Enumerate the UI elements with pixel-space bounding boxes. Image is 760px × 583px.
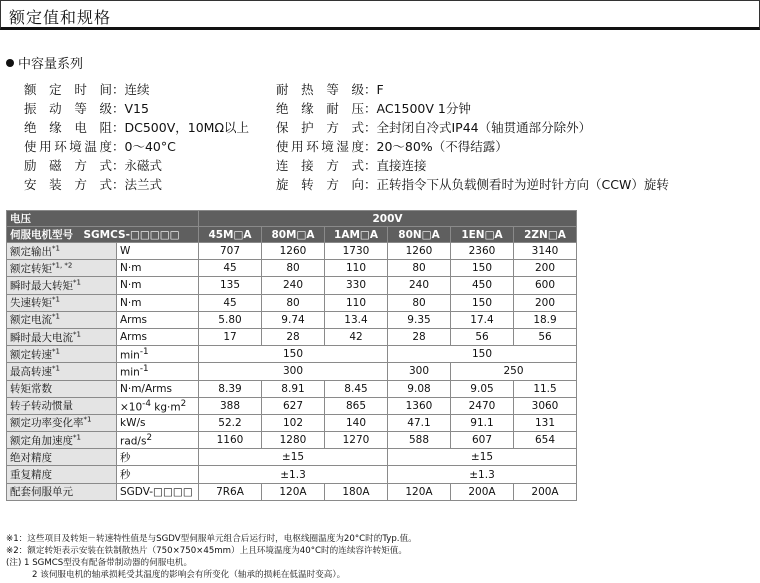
param-name: 额定功率变化率$^{*1}$ <box>7 414 117 431</box>
section-title: 中容量系列 <box>18 57 84 72</box>
ratings-table <box>6 210 577 501</box>
value-cell: 80 <box>262 260 325 277</box>
spec-key: 旋转方向 <box>276 177 364 192</box>
param-name: 额定输出$^{*1}$ <box>7 243 117 260</box>
value-cell: 9.35 <box>388 311 451 328</box>
spec-value: ：连续 <box>112 82 150 97</box>
voltage-value: 200V <box>199 211 577 227</box>
footnote: ※2：额定转矩表示安装在铁制散热片（750×750×45mm）上且环境温度为40°C时的连续容许转矩值。 <box>6 546 407 556</box>
spec-value: ：DC500V，10MΩ以上 <box>112 120 250 135</box>
value-cell: 8.91 <box>262 380 325 397</box>
value-cell: 120A <box>262 483 325 500</box>
footnotes <box>6 533 417 581</box>
param-name: 最高转速$^{*1}$ <box>7 363 117 380</box>
param-name: 配套伺服单元 <box>7 483 117 500</box>
value-cell: 42 <box>325 328 388 345</box>
spec-value: ：永磁式 <box>112 158 163 173</box>
spec-key: 连接方式 <box>276 158 364 173</box>
value-cell: 91.1 <box>451 414 514 431</box>
value-cell: 56 <box>514 328 577 345</box>
table-row <box>7 432 577 449</box>
value-cell: 28 <box>388 328 451 345</box>
model-header: 2ZN□A <box>514 227 577 243</box>
spec-key: 耐热等级 <box>276 82 364 97</box>
model-header: 80N□A <box>388 227 451 243</box>
value-cell: 300 <box>388 363 451 380</box>
table-row <box>7 346 577 363</box>
page-title: 额定值和规格 <box>9 8 112 27</box>
param-name: 额定转矩$^{*1, *2}$ <box>7 260 117 277</box>
value-cell: ±15 <box>199 449 388 466</box>
value-cell: 1730 <box>325 243 388 260</box>
value-cell: 600 <box>514 277 577 294</box>
param-name: 转子转动惯量 <box>7 397 117 414</box>
spec-value: ：V15 <box>112 101 149 116</box>
value-cell: 607 <box>451 432 514 449</box>
value-cell: 150 <box>388 346 577 363</box>
unit-cell: N·m <box>117 294 199 311</box>
value-cell: 17 <box>199 328 262 345</box>
param-name: 重复精度 <box>7 466 117 483</box>
unit-sup: -4 <box>142 398 151 409</box>
unit-cell: N·m <box>117 260 199 277</box>
spec-row <box>276 118 669 137</box>
footnote-mark: *1 <box>52 312 60 321</box>
param-name: 失速转矩$^{*1}$ <box>7 294 117 311</box>
unit-cell: W <box>117 243 199 260</box>
value-cell: 47.1 <box>388 414 451 431</box>
unit-cell: $\times 10^{-4}$ $kg\cdot m^2$ <box>117 397 199 414</box>
section-heading <box>6 53 83 72</box>
value-cell: 3060 <box>514 397 577 414</box>
spec-row <box>24 99 249 118</box>
table-row <box>7 277 577 294</box>
value-cell: 80 <box>388 260 451 277</box>
footnote-mark: *1 <box>52 295 60 304</box>
table-row <box>7 328 577 345</box>
footnote-mark: *1 <box>52 347 60 356</box>
value-cell: 1280 <box>262 432 325 449</box>
value-cell: 2360 <box>451 243 514 260</box>
value-cell: 150 <box>451 260 514 277</box>
spec-key: 保护方式 <box>276 120 364 135</box>
footnote: (注) 1 SGMCS型没有配备带制动器的伺服电机。 <box>6 558 193 568</box>
spec-key: 振动等级 <box>24 101 112 116</box>
value-cell: 150 <box>451 294 514 311</box>
spec-row <box>276 99 669 118</box>
spec-row <box>276 175 669 194</box>
footnote-mark: *1, *2 <box>52 261 73 270</box>
value-cell: 9.74 <box>262 311 325 328</box>
spec-key: 励磁方式 <box>24 158 112 173</box>
table-row <box>7 483 577 500</box>
value-cell: 707 <box>199 243 262 260</box>
unit-sup: 2 <box>146 432 153 443</box>
value-cell: 654 <box>514 432 577 449</box>
unit-cell: $\min^{-1}$ <box>117 363 199 380</box>
value-cell: 45 <box>199 260 262 277</box>
unit-cell: $\min^{-1}$ <box>117 346 199 363</box>
spec-key: 使用环境湿度 <box>276 139 364 154</box>
param-name: 绝对精度 <box>7 449 117 466</box>
table-row <box>7 449 577 466</box>
value-cell: 865 <box>325 397 388 414</box>
table-row <box>7 466 577 483</box>
param-name: 转矩常数 <box>7 380 117 397</box>
value-cell: 18.9 <box>514 311 577 328</box>
unit-sup: 2 <box>180 398 187 409</box>
spec-value: ：正转指令下从负载侧看时为逆时针方向（CCW）旋转 <box>364 177 669 192</box>
value-cell: 250 <box>451 363 577 380</box>
spec-value: ：全封闭自冷式IP44（轴贯通部分除外） <box>364 120 592 135</box>
value-cell: 110 <box>325 294 388 311</box>
value-cell: 200A <box>514 483 577 500</box>
value-cell: 1260 <box>388 243 451 260</box>
spec-row <box>24 118 249 137</box>
value-cell: 2470 <box>451 397 514 414</box>
unit-cell: N·m <box>117 277 199 294</box>
voltage-row <box>7 211 577 227</box>
model-header: 80M□A <box>262 227 325 243</box>
value-cell: 1260 <box>262 243 325 260</box>
spec-row <box>276 80 669 99</box>
spec-key: 使用环境温度 <box>24 139 112 154</box>
specs-left <box>24 80 249 194</box>
unit-cell: SGDV-□□□□ <box>117 483 199 500</box>
value-cell: 200 <box>514 294 577 311</box>
spec-key: 绝缘电阻 <box>24 120 112 135</box>
param-name: 额定转速$^{*1}$ <box>7 346 117 363</box>
footnote: ※1：这些项目及转矩－转速特性值是与SGDV型伺服单元组合后运行时，电枢线圈温度为20°C时的Typ.值。 <box>6 534 417 544</box>
value-cell: 8.45 <box>325 380 388 397</box>
value-cell: 1270 <box>325 432 388 449</box>
value-cell: 135 <box>199 277 262 294</box>
model-row <box>7 227 577 243</box>
value-cell: 28 <box>262 328 325 345</box>
unit-cell: Arms <box>117 328 199 345</box>
value-cell: 330 <box>325 277 388 294</box>
spec-value: ：法兰式 <box>112 177 163 192</box>
value-cell: 9.05 <box>451 380 514 397</box>
spec-value: ：直接连接 <box>364 158 427 173</box>
model-header: 45M□A <box>199 227 262 243</box>
value-cell: ±1.3 <box>199 466 388 483</box>
unit-sup: -1 <box>139 364 149 375</box>
table-row <box>7 311 577 328</box>
unit-cell: N·m/Arms <box>117 380 199 397</box>
value-cell: 80 <box>262 294 325 311</box>
value-cell: 200 <box>514 260 577 277</box>
value-cell: 110 <box>325 260 388 277</box>
spec-key: 额定时间 <box>24 82 112 97</box>
param-name: 瞬时最大转矩$^{*1}$ <box>7 277 117 294</box>
param-name: 额定电流$^{*1}$ <box>7 311 117 328</box>
page-header <box>0 0 760 30</box>
value-cell: 13.4 <box>325 311 388 328</box>
value-cell: 17.4 <box>451 311 514 328</box>
footnote-mark: *1 <box>83 415 92 424</box>
spec-row <box>24 156 249 175</box>
value-cell: 52.2 <box>199 414 262 431</box>
spec-value: ：0～40°C <box>112 139 176 154</box>
value-cell: 56 <box>451 328 514 345</box>
value-cell: 450 <box>451 277 514 294</box>
spec-value: ：F <box>364 82 384 97</box>
unit-cell: rad/$s^2$ <box>117 432 199 449</box>
unit-cell: 秒 <box>117 466 199 483</box>
value-cell: 300 <box>199 363 388 380</box>
table-row <box>7 397 577 414</box>
value-cell: 240 <box>262 277 325 294</box>
value-cell: 1360 <box>388 397 451 414</box>
value-cell: 7R6A <box>199 483 262 500</box>
spec-key: 绝缘耐压 <box>276 101 364 116</box>
value-cell: 388 <box>199 397 262 414</box>
value-cell: 240 <box>388 277 451 294</box>
value-cell: 120A <box>388 483 451 500</box>
model-label: 伺服电机型号 SGMCS-□□□□□ <box>7 227 199 243</box>
value-cell: 200A <box>451 483 514 500</box>
spec-value: ：20～80%（不得结露） <box>364 139 508 154</box>
param-name: 瞬时最大电流$^{*1}$ <box>7 328 117 345</box>
value-cell: 102 <box>262 414 325 431</box>
unit-sup: -1 <box>139 346 149 357</box>
value-cell: 5.80 <box>199 311 262 328</box>
specs-right <box>276 80 669 194</box>
table-row <box>7 294 577 311</box>
unit-cell: kW/s <box>117 414 199 431</box>
value-cell: 131 <box>514 414 577 431</box>
value-cell: 627 <box>262 397 325 414</box>
value-cell: ±1.3 <box>388 466 577 483</box>
value-cell: 3140 <box>514 243 577 260</box>
value-cell: 150 <box>199 346 388 363</box>
param-name: 额定角加速度$^{*1}$ <box>7 432 117 449</box>
unit-cell: Arms <box>117 311 199 328</box>
value-cell: 588 <box>388 432 451 449</box>
model-header: 1EN□A <box>451 227 514 243</box>
value-cell: 11.5 <box>514 380 577 397</box>
spec-value: ：AC1500V 1分钟 <box>364 101 471 116</box>
spec-key: 安装方式 <box>24 177 112 192</box>
value-cell: 80 <box>388 294 451 311</box>
spec-row <box>24 137 249 156</box>
value-cell: 180A <box>325 483 388 500</box>
voltage-label: 电压 <box>7 211 199 227</box>
spec-row <box>24 80 249 99</box>
table-row <box>7 363 577 380</box>
spec-row <box>276 137 669 156</box>
footnote-mark: *1 <box>73 278 81 287</box>
table-row <box>7 380 577 397</box>
footnote-mark: *1 <box>52 364 60 373</box>
unit-cell: 秒 <box>117 449 199 466</box>
spec-row <box>276 156 669 175</box>
table-row <box>7 243 577 260</box>
value-cell: 140 <box>325 414 388 431</box>
value-cell: 45 <box>199 294 262 311</box>
spec-row <box>24 175 249 194</box>
bullet-icon <box>6 59 14 67</box>
value-cell: ±15 <box>388 449 577 466</box>
table-row <box>7 260 577 277</box>
value-cell: 9.08 <box>388 380 451 397</box>
footnote-mark: *1 <box>73 330 81 339</box>
footnote-mark: *1 <box>73 433 81 442</box>
model-header: 1AM□A <box>325 227 388 243</box>
value-cell: 1160 <box>199 432 262 449</box>
table-row <box>7 414 577 431</box>
footnote-mark: *1 <box>52 244 60 253</box>
footnote: 2 该伺服电机的轴承损耗受其温度的影响会有所变化（轴承的损耗在低温时变高）。 <box>32 570 346 580</box>
value-cell: 8.39 <box>199 380 262 397</box>
